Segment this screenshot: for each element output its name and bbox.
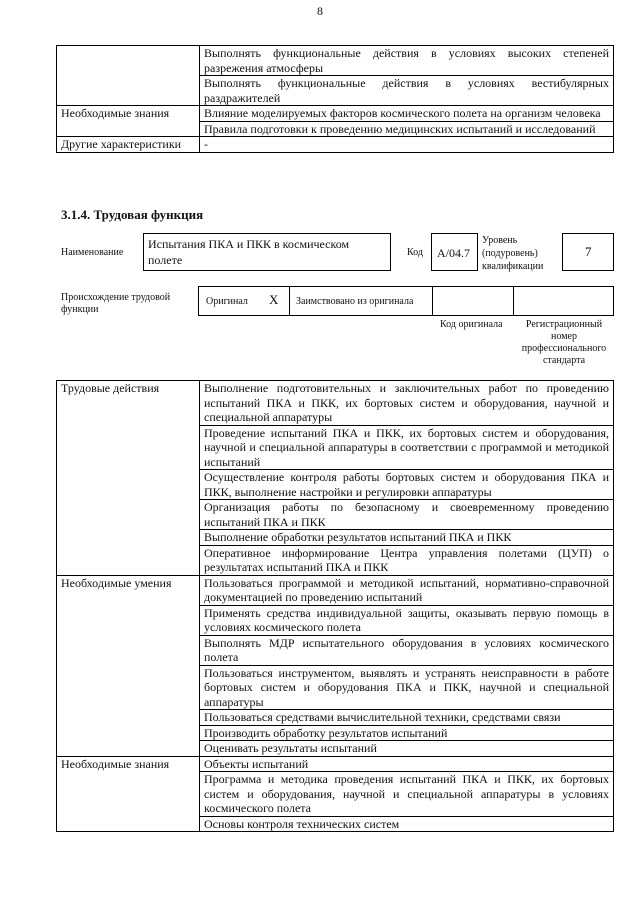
row-item: Пользоваться программой и методикой испытаний, нормативно-справочной документацией по проведению испытаний [200,575,614,605]
row-item: Проведение испытаний ПКА и ПКК, их бортовых систем и оборудования, научной и специальной аппаратуры в соответствии с программой и методикой испытаний [200,425,614,470]
row-item: Выполнять функциональные действия в условиях высоких степеней разрежения атмосферы [200,46,614,76]
row-item: Правила подготовки к проведению медицинских испытаний и исследований [200,121,614,137]
row-item: Объекты испытаний [200,756,614,772]
main-table-body [57,381,614,832]
origin-mark: X [269,292,279,307]
row-item: Выполнение подготовительных и заключительных работ по проведению испытаний ПКА и ПКК, их бортовых систем и оборудования, научной и специальной аппаратуры [200,381,614,426]
origin-code-caption: Код оригинала [440,319,503,330]
row-group-label: Необходимые знания [57,106,200,137]
row-item: Организация работы по безопасному и своевременному проведению испытаний ПКА и ПКК [200,500,614,530]
page-number: 8 [317,4,323,18]
name-label: Наименование [61,247,124,258]
row-item: Оценивать результаты испытаний [200,741,614,757]
table-row [57,137,614,153]
row-group-label: Необходимые умения [57,575,200,756]
level-label: Уровень (подуровень) квалификации [482,235,544,272]
name-box [143,233,391,271]
row-group-label: Необходимые знания [57,756,200,832]
row-item: - [200,137,614,153]
origin-borrowed-label: Заимствовано из оригинала [296,296,414,307]
row-item: Основы контроля технических систем [200,816,614,832]
code-box [431,233,478,271]
table-row [57,381,614,426]
row-item: Выполнять МДР испытательного оборудования в условиях космического полета [200,635,614,665]
origin-code-cell [432,286,514,316]
origin-borrowed-cell [289,286,433,316]
row-item: Выполнение обработки результатов испытаний ПКА и ПКК [200,530,614,546]
table-row [57,106,614,122]
table-row [57,46,614,76]
origin-original-cell [198,286,290,316]
row-item: Пользоваться средствами вычислительной техники, средствами связи [200,710,614,726]
row-group-label: Трудовые действия [57,381,200,576]
top-table-body [57,46,614,153]
row-item: Выполнять функциональные действия в условиях вестибулярных раздражителей [200,76,614,106]
origin-reg-caption: Регистрационный номер профессионального стандарта [521,319,607,366]
level-box [562,233,614,271]
row-item: Пользоваться инструментом, выявлять и устранять неисправности в работе бортовых систем и оборудования ПКА и ПКК, научной и специальной аппаратуры [200,665,614,710]
row-item: Программа и методика проведения испытаний ПКА и ПКК, их бортовых систем и оборудования, научной и специальной аппаратуры в условиях космического полета [200,772,614,817]
origin-original-label: Оригинал [206,296,248,307]
table-row [57,756,614,772]
row-item: Оперативное информирование Центра управления полетами (ЦУП) о результатах испытаний ПКА и ПКК [200,545,614,575]
name-value: Испытания ПКА и ПКК в космическом полете [148,237,350,267]
row-item: Производить обработку результатов испытаний [200,725,614,741]
table-row [57,575,614,605]
row-item: Применять средства индивидуальной защиты, оказывать первую помощь в условиях космического полета [200,605,614,635]
main-table [56,380,614,832]
row-item: Влияние моделируемых факторов космического полета на организм человека [200,106,614,122]
code-label: Код [407,247,423,258]
section-title: 3.1.4. Трудовая функция [61,207,204,222]
origin-label: Происхождение трудовой функции [61,292,171,315]
row-group-label [57,46,200,106]
origin-reg-cell [513,286,614,316]
row-item: Осуществление контроля работы бортовых систем и оборудования ПКА и ПКК, выполнение настройки и регулировки аппаратуры [200,470,614,500]
code-value: А/04.7 [437,246,470,260]
level-value: 7 [585,244,592,259]
row-group-label: Другие характеристики [57,137,200,153]
top-table [56,45,614,153]
